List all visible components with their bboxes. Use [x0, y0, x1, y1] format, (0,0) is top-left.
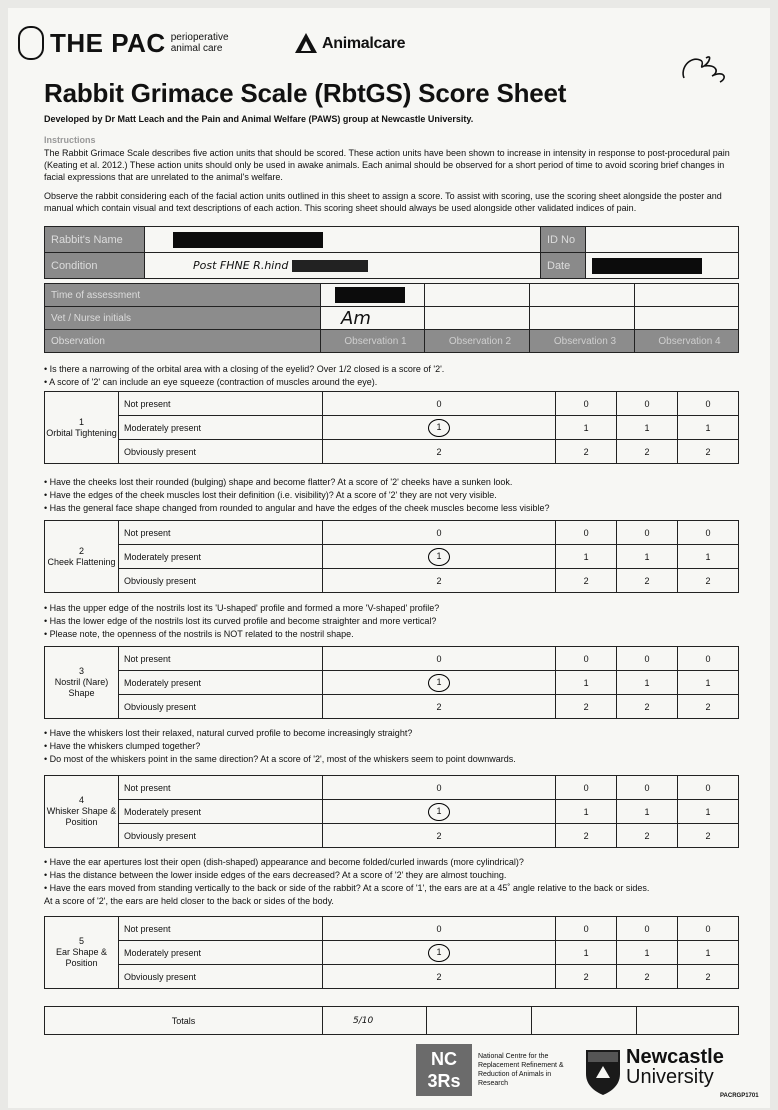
- rabbit-name-label: Rabbit's Name: [45, 227, 145, 253]
- section-5-bullets: • Have the ear apertures lost their open (dish-shaped) appearance and become folded/curled inwards (more cylindrical)? • Has the distance between the lower inside edges of the ears decreased? At a score of '2' they are almost touching. • Have the ears moved from standing vertically to the back or side of the rabbit? At a score of '1', the ears are at a 45˚ angle relative to the back or sides. At a score of '2', the ears are held closer to the back or sides of the body.: [44, 857, 650, 906]
- selected-score[interactable]: 1: [323, 941, 556, 965]
- instructions-paragraph-2: Observe the rabbit considering each of the facial action units outlined in this sheet to assign a score. To assist with scoring, use the scoring sheet alongside the poster and manual which contain visual and text descriptions of each action. This scoring sheet should always be used alongside other validated indices of pain.: [44, 191, 722, 213]
- section-3-bullets: • Has the upper edge of the nostrils lost its 'U-shaped' profile and formed a more 'V-shaped' profile? • Has the lower edge of the nostrils lost its curved profile and become straighter and more vertical? • Please note, the openness of the nostrils is NOT related to the nostril shape.: [44, 603, 440, 639]
- observation-header-4: Observation 4: [635, 330, 739, 353]
- time-label: Time of assessment: [45, 284, 321, 307]
- newcastle-university-logo: Newcastle University: [626, 1046, 724, 1088]
- animalcare-logo: Animalcare: [294, 32, 405, 56]
- score-table-orbital-tightening: 1 Orbital Tightening Not present 0 0 0 0 Moderately present 1 1 1 1 Obviously present 2 2 2 2: [44, 391, 739, 464]
- action-unit-label: 4 Whisker Shape & Position: [45, 776, 119, 848]
- action-unit-label: 5 Ear Shape & Position: [45, 917, 119, 989]
- selected-score[interactable]: 1: [323, 416, 556, 440]
- observation-header-1: Observation 1: [321, 330, 425, 353]
- section-1-bullets: • Is there a narrowing of the orbital area with a closing of the eyelid? Over 1/2 closed is a score of '2'. • A score of '2' can include an eye squeeze (contraction of muscles around the eye).: [44, 364, 445, 387]
- crossed-out-text: [292, 260, 368, 272]
- initials-obs-4[interactable]: [635, 307, 739, 330]
- initials-obs-1[interactable]: Am: [321, 307, 425, 330]
- instructions-paragraph-1: The Rabbit Grimace Scale describes five action units that should be scored. These action units have been shown to increase in intensity in response to post-procedural pain (Keating et al. 2012.) These action units should only be used in awake animals. Each animal should be observed for a short period of time to avoid scoring brief changes in facial expressions that are unrelated to the animal's welfare.: [44, 148, 730, 182]
- action-unit-label: 1 Orbital Tightening: [45, 392, 119, 464]
- action-unit-label: 2 Cheek Flattening: [45, 521, 119, 593]
- rabbit-info-table: [44, 226, 739, 279]
- nc3rs-text: National Centre for the Replacement Refinement & Reduction of Animals in Research: [478, 1053, 564, 1087]
- initials-obs-2[interactable]: [425, 307, 530, 330]
- score-sheet-page: [8, 8, 770, 1108]
- observation-label: Observation: [45, 330, 321, 353]
- selected-score[interactable]: 1: [323, 800, 556, 824]
- rabbit-name-field[interactable]: [145, 227, 541, 253]
- selected-score[interactable]: 1: [323, 671, 556, 695]
- totals-obs-3[interactable]: [532, 1007, 637, 1035]
- redacted-date: [592, 258, 702, 274]
- action-unit-label: 3 Nostril (Nare) Shape: [45, 647, 119, 719]
- section-4-bullets: • Have the whiskers lost their relaxed, natural curved profile to become increasingly straight? • Have the whiskers clumped together? • Do most of the whiskers point in the same direction? At a score of '2', most of the whiskers seem to point downwards.: [44, 728, 516, 764]
- time-obs-4[interactable]: [635, 284, 739, 307]
- id-label: ID No: [541, 227, 586, 253]
- redacted-time: [335, 287, 405, 303]
- developed-by: Developed by Dr Matt Leach and the Pain and Animal Welfare (PAWS) group at Newcastle University.: [44, 114, 474, 124]
- date-label: Date: [541, 253, 586, 279]
- initials-obs-3[interactable]: [530, 307, 635, 330]
- observation-table: [44, 283, 739, 353]
- form-code: PACRGP1701: [720, 1093, 759, 1099]
- observation-header-3: Observation 3: [530, 330, 635, 353]
- redacted-name: [173, 232, 323, 248]
- time-obs-2[interactable]: [425, 284, 530, 307]
- animalcare-mark-icon: [294, 32, 318, 56]
- newcastle-crest-icon: [584, 1048, 622, 1096]
- section-2-bullets: • Have the cheeks lost their rounded (bulging) shape and become flatter? At a score of '2' cheeks have a sunken look. • Have the edges of the cheek muscles lost their definition (i.e. visibility)? At a score of '2' they are not very visible. • Has the general face shape changed from rounded to angular and have the edges of the cheek muscles become less visible?: [44, 477, 550, 513]
- totals-obs-2[interactable]: [427, 1007, 532, 1035]
- page-title: Rabbit Grimace Scale (RbtGS) Score Sheet: [44, 78, 567, 108]
- nc3rs-logo: NC 3Rs: [416, 1044, 472, 1096]
- observation-header-2: Observation 2: [425, 330, 530, 353]
- time-obs-1[interactable]: [321, 284, 425, 307]
- totals-obs-1[interactable]: 5/10: [323, 1007, 427, 1035]
- selected-score[interactable]: 1: [323, 545, 556, 569]
- score-table-nostril-shape: 3 Nostril (Nare) Shape Not present 0 0 0 0 Moderately present 1 1 1 1 Obviously present 2 2 2 2: [44, 646, 739, 719]
- id-field[interactable]: [586, 227, 739, 253]
- condition-label: Condition: [45, 253, 145, 279]
- score-table-whisker-shape: 4 Whisker Shape & Position Not present 0 0 0 0 Moderately present 1 1 1 1 Obviously present 2 2 2 2: [44, 775, 739, 848]
- date-field[interactable]: [586, 253, 739, 279]
- score-table-cheek-flattening: 2 Cheek Flattening Not present 0 0 0 0 Moderately present 1 1 1 1 Obviously present 2 2 2 2: [44, 520, 739, 593]
- condition-field[interactable]: Post FHNE R.hind: [145, 253, 541, 279]
- initials-label: Vet / Nurse initials: [45, 307, 321, 330]
- rabbit-badge-icon: [18, 26, 44, 60]
- totals-obs-4[interactable]: [637, 1007, 739, 1035]
- pac-logo: [18, 26, 229, 60]
- totals-label: Totals: [45, 1007, 323, 1035]
- pac-name: THE PAC: [50, 27, 166, 58]
- handwritten-mark-icon: [676, 48, 748, 88]
- pac-subtitle: perioperative animal care: [170, 32, 229, 54]
- score-table-ear-shape: 5 Ear Shape & Position Not present 0 0 0 0 Moderately present 1 1 1 1 Obviously present 2 2 2 2: [44, 916, 739, 989]
- instructions-heading: Instructions: [44, 135, 96, 145]
- totals-table: [44, 1006, 739, 1035]
- time-obs-3[interactable]: [530, 284, 635, 307]
